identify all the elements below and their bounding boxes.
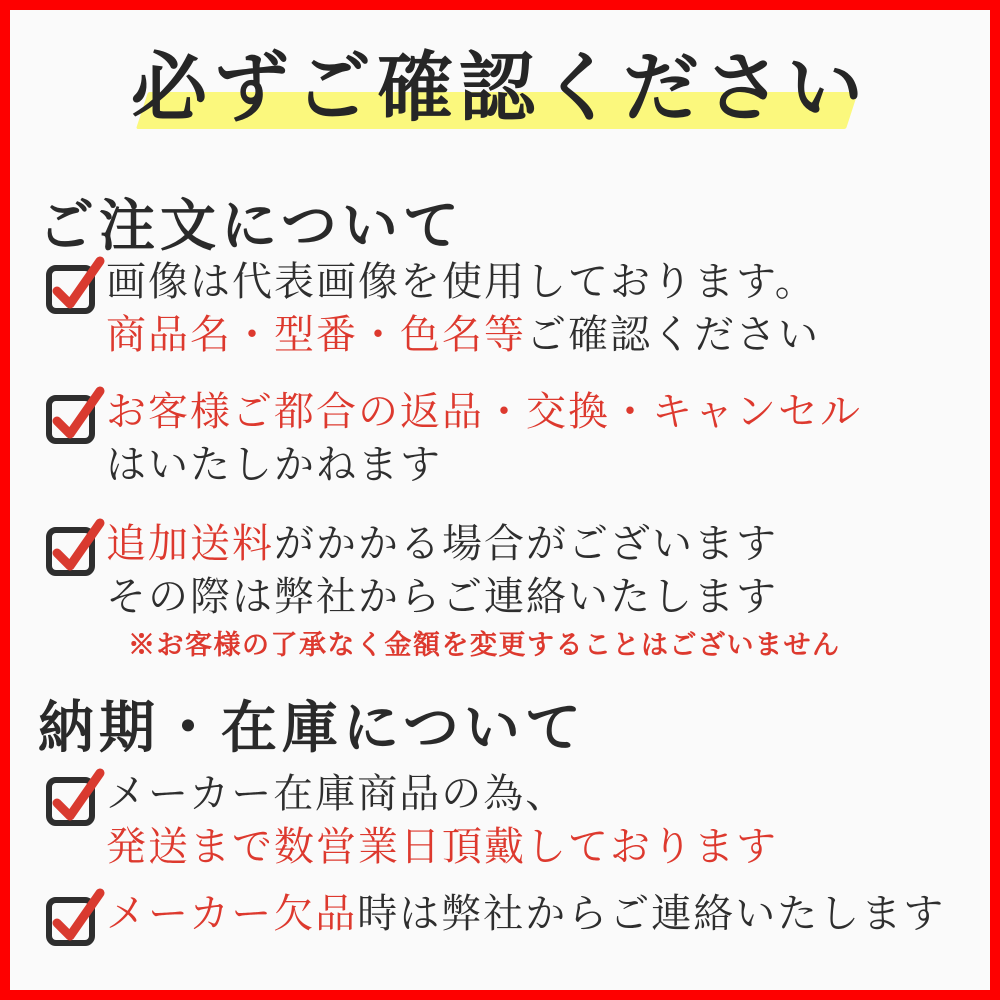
checked-checkbox-icon: [46, 520, 104, 578]
item-text: [106, 518, 841, 666]
item-text-segment-red: 発送まで数営業日頂戴しております: [106, 824, 778, 870]
item-text-segment: ご確認ください: [526, 312, 820, 358]
checklist-item-returns: [46, 386, 862, 492]
item-text-segment: その際は弊社からご連絡いたします: [106, 574, 778, 620]
item-text-segment: メーカー在庫商品の為、: [106, 771, 568, 817]
checklist-item-maker-stock: [46, 768, 778, 874]
checked-checkbox-icon: [46, 388, 104, 446]
title-block: [0, 42, 1000, 135]
item-text-segment-red: お客様ご都合の返品・交換・キャンセル: [106, 389, 862, 435]
item-text-segment: はいたしかねます: [106, 442, 442, 488]
checklist-item-maker-shortage: [46, 888, 945, 948]
item-text-segment: 画像は代表画像を使用しております。: [106, 259, 817, 305]
item-text-segment-red: 追加送料: [106, 521, 274, 567]
checklist-item-representative-image: [46, 256, 820, 362]
item-text: [106, 256, 820, 362]
checked-checkbox-icon: [46, 890, 104, 948]
checked-checkbox-icon: [46, 770, 104, 828]
item-text: [106, 888, 945, 941]
item-text-segment: 時は弊社からご連絡いたします: [357, 891, 946, 937]
section-heading-stock: 納期・在庫について: [38, 695, 586, 761]
checklist-item-extra-shipping: [46, 518, 841, 666]
item-text: [106, 386, 862, 492]
section-heading-orders: ご注文について: [38, 193, 464, 259]
item-footnote: ※お客様の了承なく金額を変更することはございません: [128, 630, 841, 661]
item-text-segment: がかかる場合がございます: [274, 521, 778, 567]
item-text-segment-red: メーカー欠品: [106, 891, 358, 937]
page-title: 必ずご確認ください: [131, 43, 869, 132]
item-text: [106, 768, 778, 874]
item-text-segment-red: 商品名・型番・色名等: [106, 312, 526, 358]
checked-checkbox-icon: [46, 258, 104, 316]
